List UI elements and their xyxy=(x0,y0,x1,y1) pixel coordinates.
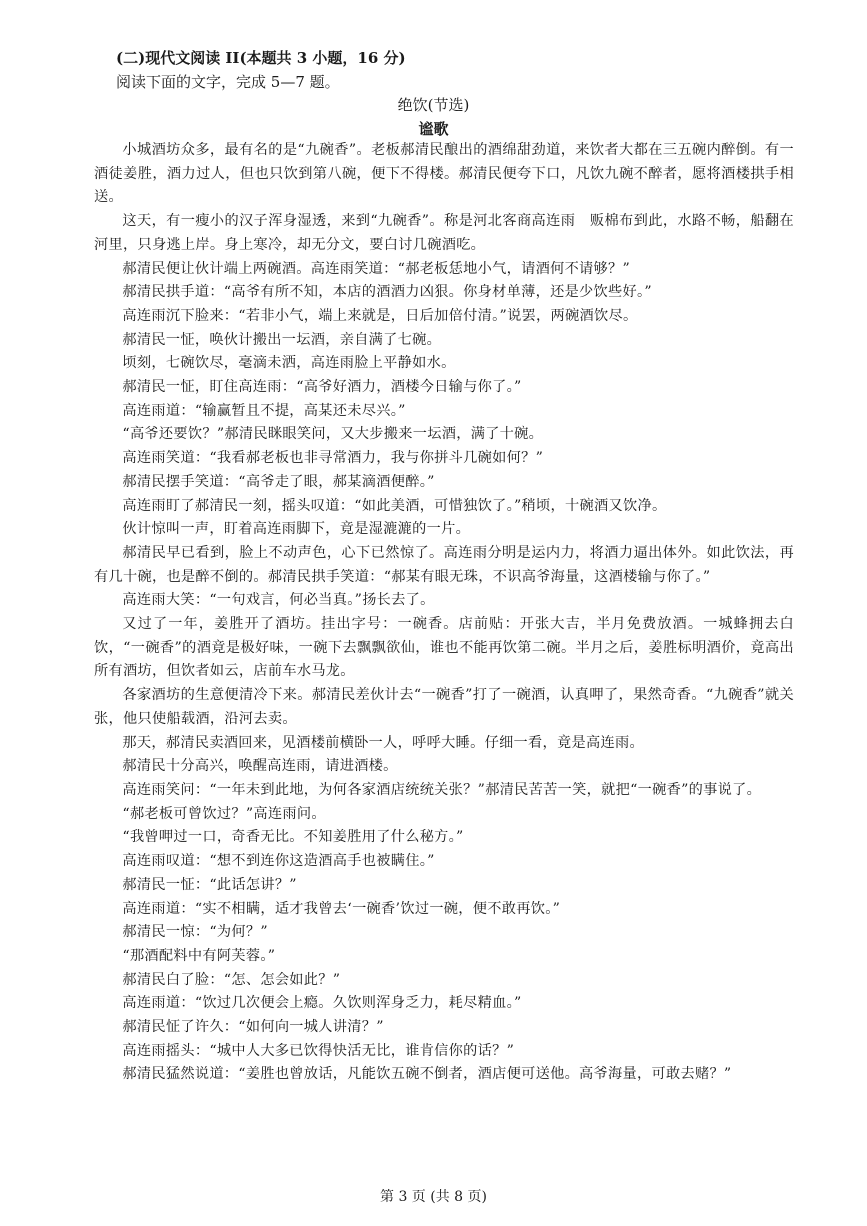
article-author: 谧歌 xyxy=(418,120,449,138)
article-paragraph: 郝清民早已看到，脸上不动声色，心下已然惊了。高连雨分明是运内力，将酒力逼出体外。如此饮法，再有几十碗，也是醉不倒的。郝清民拱手笑道：“郝某有眼无珠，不识高爷海量，这酒楼输与你了。” xyxy=(94,544,794,585)
question-header xyxy=(116,46,406,94)
article-paragraph: 高连雨道：“饮过几次便会上瘾。久饮则浑身乏力，耗尽精血。” xyxy=(122,995,522,1012)
article-paragraph: 郝清民一怔，唤伙计搬出一坛酒，亲自满了七碗。 xyxy=(122,331,442,348)
article-paragraph: 伙计惊叫一声，盯着高连雨脚下，竟是湿漉漉的一片。 xyxy=(122,521,471,538)
article-paragraph: “我曾呷过一口，奇香无比。不知姜胜用了什么秘方。” xyxy=(122,829,464,846)
article-paragraph: 各家酒坊的生意便清冷下来。郝清民差伙计去“一碗香”打了一碗酒，认真呷了，果然奇香。“九碗香”就关张，他只使船载酒，沿河去卖。 xyxy=(94,687,794,727)
article-paragraph: 高连雨叹道：“想不到连你这造酒高手也被瞒住。” xyxy=(122,853,435,870)
article-paragraph: 高连雨笑问：“一年未到此地，为何各家酒店统统关张？”郝清民苦苦一笑，就把“一碗香”的事说了。 xyxy=(122,781,762,798)
article-paragraph: 郝清民摆手笑道：“高爷走了眼，郝某滴酒便醉。” xyxy=(122,473,435,490)
article-paragraph: 郝清民十分高兴，唤醒高连雨，请进酒楼。 xyxy=(122,758,398,775)
article-paragraph: 又过了一年，姜胜开了酒坊。挂出字号：一碗香。店前贴：开张大吉，半月免费放酒。一城蜂拥去白饮，“一碗香”的酒竟是极好味，一碗下去飘飘欲仙，谁也不能再饮第二碗。半月之后，姜胜标明酒价，竟高出所有酒坊，但饮者如云，店前车水马龙。 xyxy=(94,616,794,680)
article-paragraph: 高连雨笑道：“我看郝老板也非寻常酒力，我与你拼斗几碗如何？” xyxy=(122,450,544,467)
article-paragraph: 郝清民猛然说道：“姜胜也曾放话，凡能饮五碗不倒者，酒店便可送他。高爷海量，可敢去赌？” xyxy=(122,1066,732,1083)
article-paragraph: 那天，郝清民卖酒回来，见酒楼前横卧一人，呼呼大睡。仔细一看，竟是高连雨。 xyxy=(122,734,644,751)
article-paragraph: 高连雨道：“输赢暂且不提，高某还未尽兴。” xyxy=(122,402,406,419)
article-title: 绝饮(节选) xyxy=(397,96,470,114)
article-paragraph: 郝清民拱手道：“高爷有所不知，本店的酒酒力凶狠。你身材单薄，还是少饮些好。” xyxy=(122,284,652,301)
article-paragraph: 郝清民一怔：“此话怎讲？” xyxy=(122,876,297,893)
article-paragraph: 高连雨道：“实不相瞒，适才我曾去‘一碗香’饮过一碗，便不敢再饮。” xyxy=(122,900,561,917)
article-paragraph: 高连雨沉下脸来：“若非小气，端上来就是，日后加倍付清。”说罢，两碗酒饮尽。 xyxy=(122,307,638,324)
article-paragraph: 郝清民白了脸：“怎、怎会如此？” xyxy=(122,971,341,988)
article-paragraph: 郝清民一怔，盯住高连雨：“高爷好酒力，酒楼今日输与你了。” xyxy=(122,379,522,396)
article-paragraph: 郝清民便让伙计端上两碗酒。高连雨笑道：“郝老板恁地小气，请酒何不请够？” xyxy=(122,260,631,277)
article-paragraph: “郝老板可曾饮过？”高连雨问。 xyxy=(122,805,326,822)
article-paragraph: “那酒配料中有阿芙蓉。” xyxy=(122,947,276,964)
article-paragraph: 高连雨摇头：“城中人大多已饮得快活无比，谁肯信你的话？” xyxy=(122,1042,515,1059)
article-paragraph: 郝清民怔了许久：“如何向一城人讲清？” xyxy=(122,1019,384,1036)
article-paragraph: “高爷还要饮？”郝清民眯眼笑问，又大步搬来一坛酒，满了十碗。 xyxy=(122,426,544,443)
article-paragraph: 郝清民一惊：“为何？” xyxy=(122,924,268,941)
article-paragraph: 高连雨盯了郝清民一刻，摇头叹道：“如此美酒，可惜独饮了。”稍顷，十碗酒又饮净。 xyxy=(122,497,667,514)
article-body xyxy=(94,139,794,1087)
article-paragraph: 高连雨大笑：“一句戏言，何必当真。”扬长去了。 xyxy=(122,592,435,609)
section-title: (二)现代文阅读 II(本题共 3 小题，16 分) xyxy=(116,49,406,67)
section-instruction: 阅读下面的文字，完成 5—7 题。 xyxy=(116,73,340,91)
page-number: 第 3 页 (共 8 页) xyxy=(380,1189,487,1205)
article-paragraph: 小城酒坊众多，最有名的是“九碗香”。老板郝清民酿出的酒绵甜劲道，来饮者大都在三五碗内醉倒。有一酒徒姜胜，酒力过人，但也只饮到第八碗，便下不得楼。郝清民便夸下口，凡饮九碗不醉者，愿将酒楼拱手相送。 xyxy=(94,142,794,206)
article-paragraph: 顷刻，七碗饮尽，毫滴未洒，高连雨脸上平静如水。 xyxy=(122,355,456,372)
article-paragraph: 这天，有一瘦小的汉子浑身湿透，来到“九碗香”。称是河北客商高连雨 贩棉布到此，水路不畅，船翻在河里，只身逃上岸。身上寒冷，却无分文，要白讨几碗酒吃。 xyxy=(94,213,794,253)
